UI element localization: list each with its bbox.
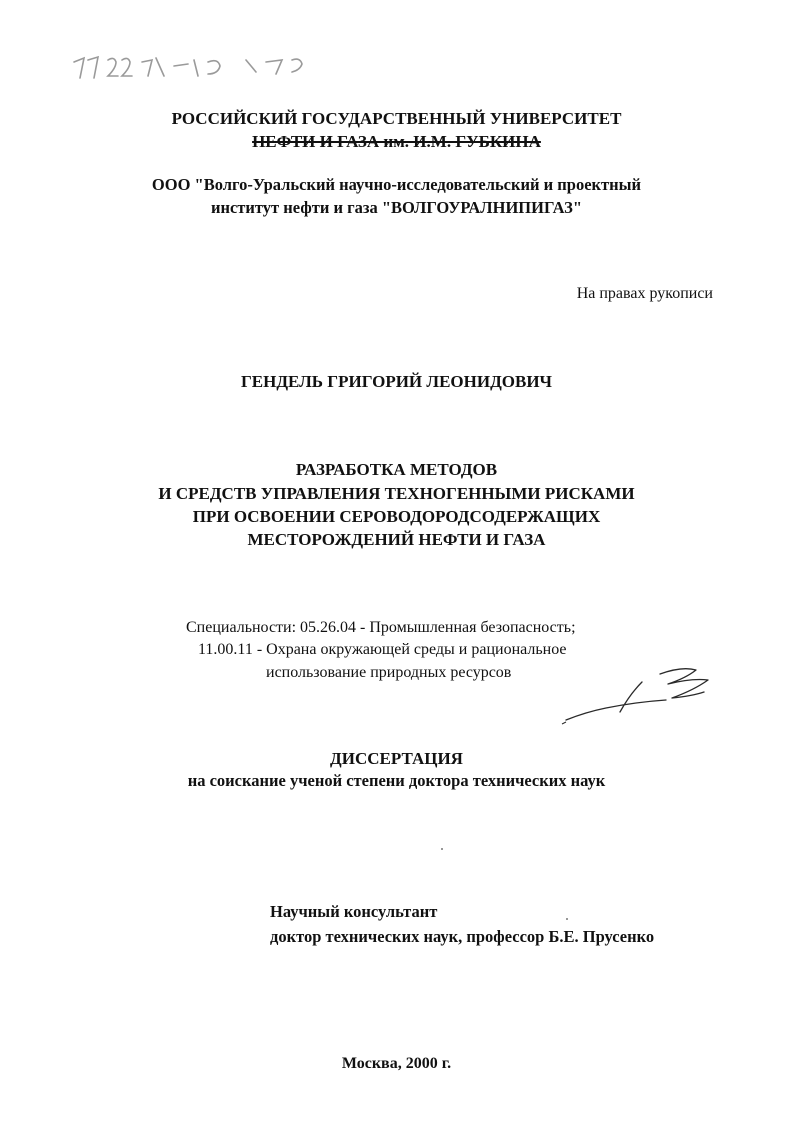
- consultant-name: доктор технических наук, профессор Б.Е. Прусенко: [270, 927, 655, 946]
- author-name: ГЕНДЕЛЬ ГРИГОРИЙ ЛЕОНИДОВИЧ: [240, 372, 553, 391]
- title-line-1: РАЗРАБОТКА МЕТОДОВ: [295, 460, 498, 479]
- specialties-line1: Специальности: 05.26.04 - Промышленная безопасность;: [186, 619, 576, 636]
- university-name-line1: РОССИЙСКИЙ ГОСУДАРСТВЕННЫЙ УНИВЕРСИТЕТ: [171, 109, 622, 128]
- specialties-line2: 11.00.11 - Охрана окружающей среды и рациональное: [198, 641, 567, 658]
- consultant-label: Научный консультант: [270, 902, 438, 921]
- university-name-line2-text: НЕФТИ И ГАЗА им. И.М. ГУБКИНА: [252, 132, 541, 151]
- handwritten-archive-mark: [70, 48, 330, 84]
- title-line-4: МЕСТОРОЖДЕНИЙ НЕФТИ И ГАЗА: [247, 530, 546, 549]
- specialties-line3: использование природных ресурсов: [266, 664, 512, 681]
- scan-speck: [441, 848, 443, 850]
- manuscript-note: На правах рукописи: [576, 285, 713, 302]
- university-name-line2: [0, 133, 793, 150]
- author-signature: [560, 660, 740, 730]
- organization-line2: институт нефти и газа "ВОЛГОУРАЛНИПИГАЗ": [210, 198, 583, 217]
- organization-line1: ООО "Волго-Уральский научно-исследовательский и проектный: [151, 175, 642, 194]
- dissertation-heading: ДИССЕРТАЦИЯ: [330, 749, 463, 768]
- city-year: Москва, 2000 г.: [341, 1055, 452, 1072]
- scan-speck: [566, 918, 568, 920]
- title-line-2: И СРЕДСТВ УПРАВЛЕНИЯ ТЕХНОГЕННЫМИ РИСКАМИ: [158, 484, 635, 503]
- dissertation-subheading: на соискание ученой степени доктора технических наук: [187, 771, 606, 790]
- title-line-3: ПРИ ОСВОЕНИИ СЕРОВОДОРОДСОДЕРЖАЩИХ: [192, 507, 601, 526]
